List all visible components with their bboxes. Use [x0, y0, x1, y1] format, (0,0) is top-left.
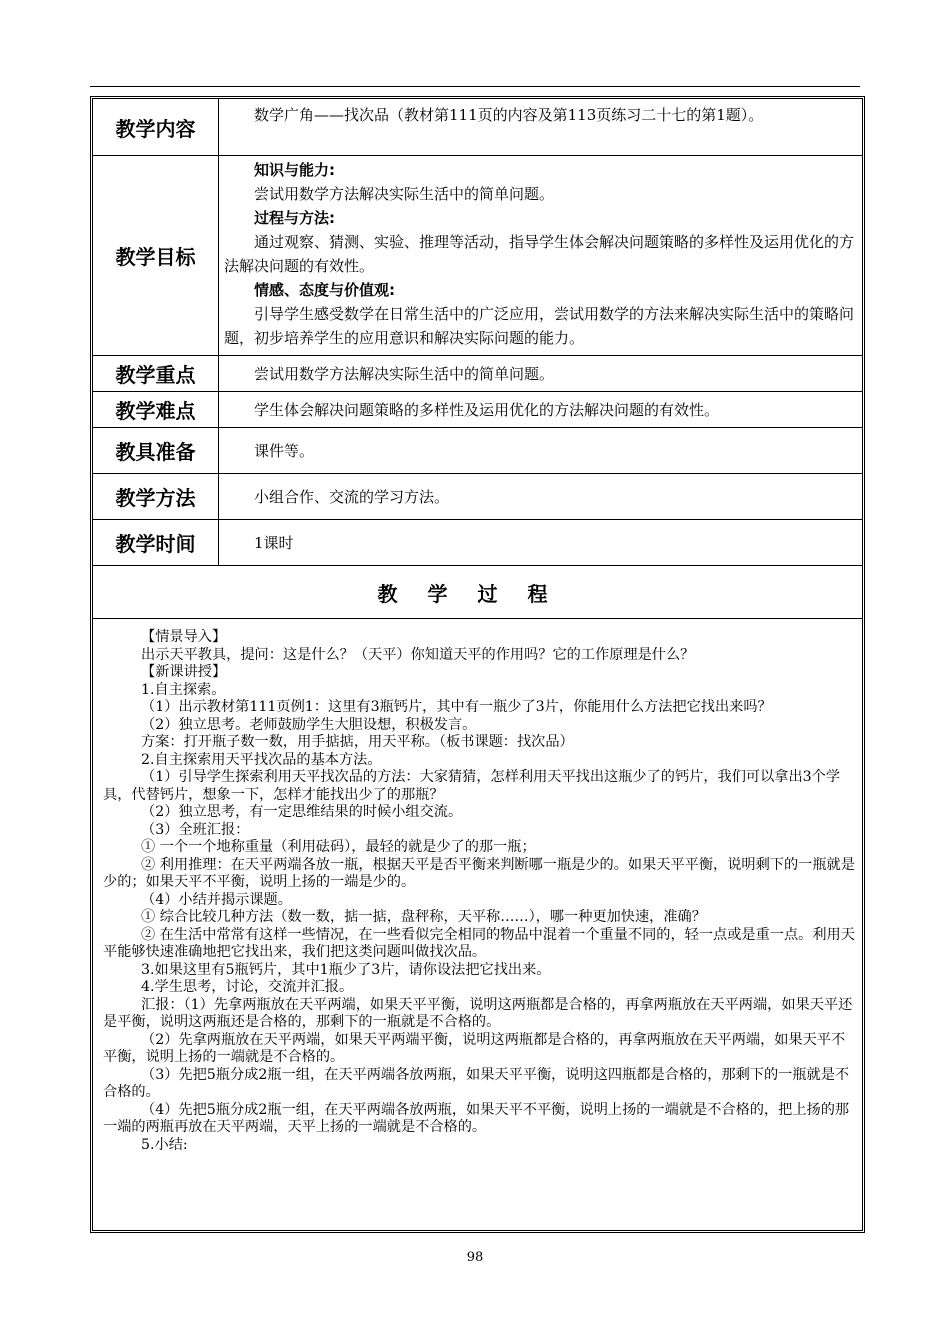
process-title: 教学过程: [93, 566, 862, 619]
row-tools: [93, 428, 862, 474]
tools-text: 课件等。: [254, 441, 315, 460]
row-content: [93, 99, 862, 156]
row-value: [219, 392, 858, 427]
objective-heading: 情感、态度与价值观:: [254, 281, 395, 299]
row-value: [219, 428, 858, 473]
header-rule: [90, 86, 860, 87]
process-line: ① 一个一个地称重量（利用砝码），最轻的就是少了的那一瓶；: [141, 839, 536, 855]
time-text: 1课时: [254, 533, 294, 552]
process-line: 汇报：（1）先拿两瓶放在天平两端，如果天平平衡，说明这两瓶都是合格的，再拿两瓶放在天平两端，如果天平还是平衡，说明这两瓶还是合格的，那剩下的一瓶就是不合格的。: [103, 996, 853, 1030]
process-line: （1）出示教材第111页例1：这里有3瓶钙片，其中有一瓶少了3片，你能用什么方法把它找出来吗？: [141, 699, 772, 715]
key-points-text: 尝试用数学方法解决实际生活中的简单问题。: [254, 364, 555, 383]
row-time: [93, 520, 862, 566]
difficulties-text: 学生体会解决问题策略的多样性及运用优化的方法解决问题的有效性。: [254, 400, 720, 419]
row-label: 教学时间: [93, 520, 219, 565]
content-text: 数学广角——找次品（教材第111页的内容及第113页练习二十七的第1题）。: [254, 106, 764, 124]
row-value: [219, 156, 858, 355]
objective-text: 通过观察、猜测、实验、推理等活动，指导学生体会解决问题策略的多样性及运用优化的方法解决问题的有效性。: [224, 233, 855, 275]
process-line: 方案：打开瓶子数一数，用手掂掂，用天平称。（板书课题：找次品）: [141, 734, 574, 750]
method-text: 小组合作、交流的学习方法。: [254, 487, 450, 506]
row-label: 教具准备: [93, 428, 219, 473]
objective-text: 引导学生感受数学在日常生活中的广泛应用，尝试用数学的方法来解决实际生活中的策略问题，初步培养学生的应用意识和解决实际问题的能力。: [224, 305, 855, 347]
row-value: [219, 520, 858, 565]
row-label: 教学内容: [93, 99, 219, 155]
row-objectives: [93, 156, 862, 356]
process-line: ② 利用推理：在天平两端各放一瓶，根据天平是否平衡来判断哪一瓶是少的。如果天平平衡，说明剩下的一瓶就是少的；如果天平不平衡，说明上扬的一端是少的。: [103, 856, 855, 890]
objective-text: 尝试用数学方法解决实际生活中的简单问题。: [254, 185, 555, 203]
process-line: （2）独立思考，有一定思维结果的时候小组交流。: [141, 804, 463, 820]
process-line: （2）先拿两瓶放在天平两端，如果天平两端平衡，说明这两瓶都是合格的，再拿两瓶放在天平两端，如果天平不平衡，说明上扬的一端就是不合格的。: [103, 1031, 846, 1065]
lesson-plan-table: [90, 96, 865, 1233]
row-label: 教学重点: [93, 356, 219, 391]
row-difficulties: [93, 392, 862, 428]
row-method: [93, 474, 862, 520]
process-line: （4）先把5瓶分成2瓶一组，在天平两端各放两瓶，如果天平不平衡，说明上扬的一端就是不合格的，把上扬的那一端的两瓶再放在天平两端，天平上扬的一端就是不合格的。: [103, 1101, 850, 1135]
row-value: [219, 99, 858, 155]
process-line: 4.学生思考，讨论，交流并汇报。: [141, 979, 354, 995]
process-line: 【情景导入】: [141, 629, 227, 645]
process-line: 出示天平教具，提问：这是什么？（天平）你知道天平的作用吗？它的工作原理是什么？: [141, 646, 695, 663]
process-line: （3）先把5瓶分成2瓶一组，在天平两端各放两瓶，如果天平平衡，说明这四瓶都是合格的，那剩下的一瓶就是不合格的。: [103, 1066, 850, 1100]
process-body: [103, 629, 856, 1154]
process-line: 2.自主探索用天平找次品的基本方法。: [141, 751, 382, 768]
row-value: [219, 356, 858, 391]
objective-heading: 过程与方法:: [254, 209, 335, 227]
process-line: （2）独立思考。老师鼓励学生大胆设想，积极发言。: [141, 716, 477, 733]
process-line: 3.如果这里有5瓶钙片，其中1瓶少了3片，请你设法把它找出来。: [141, 961, 551, 978]
row-key-points: [93, 356, 862, 392]
process-line: ① 综合比较几种方法（数一数，掂一掂，盘秤称，天平称……），哪一种更加快速，准确？: [141, 909, 706, 925]
process-line: 【新课讲授】: [141, 664, 227, 680]
process-line: 1.自主探索。: [141, 681, 226, 698]
page-number: 98: [466, 1250, 484, 1265]
row-label: 教学方法: [93, 474, 219, 519]
process-line: （1）引导学生探索利用天平找次品的方法：大家猜猜，怎样利用天平找出这瓶少了的钙片，我们可以拿出3个学具，代替钙片，想象一下，怎样才能找出少了的那瓶？: [103, 769, 841, 803]
row-label: 教学目标: [93, 156, 219, 355]
process-line: （3）全班汇报：: [141, 821, 250, 838]
row-value: [219, 474, 858, 519]
process-line: （4）小结并揭示课题。: [141, 891, 292, 908]
process-line: ② 在生活中常常有这样一些情况，在一些看似完全相同的物品中混着一个重量不同的，轻一点或是重一点。利用天平能够快速准确地把它找出来，我们把这类问题叫做找次品。: [103, 926, 855, 960]
row-label: 教学难点: [93, 392, 219, 427]
process-line: 5.小结:: [141, 1136, 188, 1153]
objective-heading: 知识与能力:: [254, 161, 335, 179]
